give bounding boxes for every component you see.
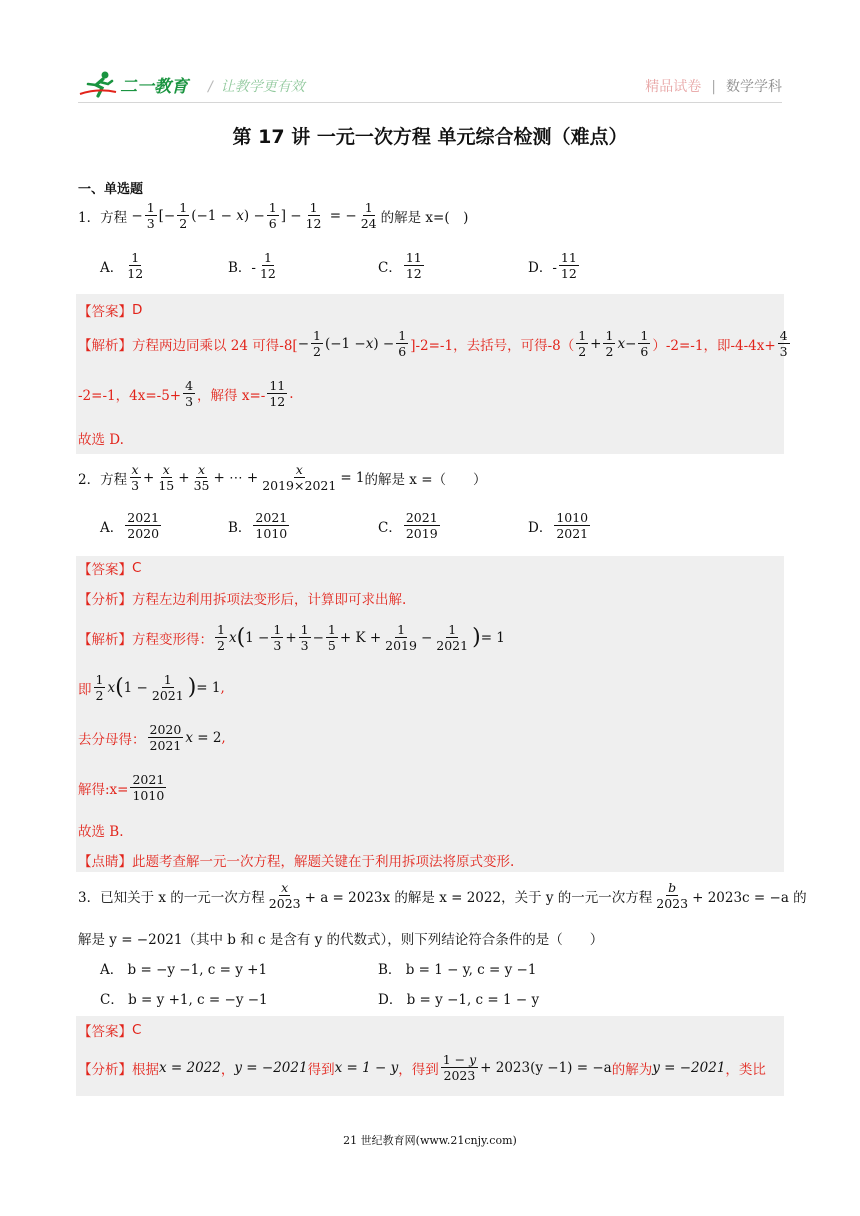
step-label: 解得:x= bbox=[78, 781, 129, 798]
q2-option-a[interactable] bbox=[100, 510, 163, 541]
q1-option-d[interactable] bbox=[528, 250, 581, 281]
q1-conclusion: 故选 D. bbox=[78, 432, 124, 448]
fenxi-text: ， bbox=[220, 1061, 235, 1078]
q1-analysis-cont: -2=-1，4x=-5+ $\frac{4}{3}$ ，解得 x=- $\frac{11}{12}$ . bbox=[78, 378, 294, 409]
option-denominator: 2021 bbox=[556, 526, 589, 541]
equation-fraction: $\frac{1}{3}$ bbox=[146, 200, 155, 231]
fenxi-math: y = −2021 bbox=[234, 1059, 308, 1076]
question-3: 3．已知关于 x 的一元一次方程 $\frac{x}{2023}$ + a = 2023x 的解是 x = 2022，关于 y 的一元一次方程 $\frac{b}{2023}$ + 2023c = −a 的 bbox=[78, 880, 807, 911]
fenxi-text: 的解为 bbox=[611, 1061, 653, 1078]
q1-option-b[interactable] bbox=[228, 250, 280, 281]
option-numerator: 11 bbox=[560, 250, 577, 265]
q2-option-c[interactable] bbox=[378, 510, 442, 541]
answer-value: D bbox=[132, 302, 143, 318]
option-numerator: 1010 bbox=[556, 510, 589, 525]
analysis-label: 【解析】 bbox=[78, 337, 132, 354]
q3-text-line-2: 解是 y = −2021（其中 b 和 c 是含有 y 的代数式），则下列结论符合条件的是（ ） bbox=[78, 932, 604, 948]
running-man-icon bbox=[78, 70, 118, 98]
option-denominator: 12 bbox=[560, 266, 577, 281]
q2-analysis: 【解析】 方程变形得： $\frac{1}{2}$ x ( 1 − $\frac{1}{3}$ + $\frac{1}{3}$ − $\frac{1}{5}$ + K + $\frac{1}{2019}$ − $\frac{1}{2021}$ ) = 1 bbox=[78, 622, 505, 653]
option-denominator: 12 bbox=[127, 266, 144, 281]
header-divider bbox=[78, 102, 782, 103]
tag-subject: 数学学科 bbox=[726, 79, 782, 95]
q2-step-3: 去分母得： $\frac{2020}{2021}$ x = 2 , bbox=[78, 722, 226, 753]
analysis-text: . bbox=[289, 385, 294, 402]
question-2: 2．方程 $\frac{x}{3}$ + $\frac{x}{15}$ + $\frac{x}{35}$ + ⋯ + $\frac{x}{2019\times 2021}$ = 1 的解是 x =（ ） bbox=[78, 462, 487, 493]
fenxi-math: x = 1 − y bbox=[334, 1059, 399, 1076]
q2-tail: 的解是 x =（ ） bbox=[364, 471, 487, 488]
q1-answer-box bbox=[76, 294, 784, 454]
q2-answer bbox=[78, 558, 141, 578]
option-numerator: 1 bbox=[131, 250, 140, 265]
analysis-text: 方程变形得： bbox=[132, 631, 213, 648]
q1-option-c[interactable] bbox=[378, 250, 426, 281]
q1-option-a[interactable] bbox=[100, 250, 147, 281]
answer-value: C bbox=[132, 560, 142, 576]
step-label: 去分母得： bbox=[78, 731, 146, 748]
option-label: D．- bbox=[528, 259, 557, 276]
q2-step-4: 解得:x= $\frac{2021}{1010}$ bbox=[78, 772, 165, 803]
q1-tail: 的解是 x=( ) bbox=[380, 209, 469, 226]
analysis-text: 方程两边同乘以 24 可得-8[ bbox=[132, 337, 298, 354]
q3-option-c[interactable]: C． b = y +1, c = −y −1 bbox=[100, 992, 268, 1008]
q3-fenxi: 【分析】 根据 x = 2022 ， y = −2021 得到 x = 1 − y ，得到 $\frac{1 - y}{2023}$ + 2023(y −1) = −a 的解为 y = −2021 ，类比 bbox=[78, 1052, 766, 1083]
option-numerator: 11 bbox=[405, 250, 422, 265]
analysis-text: ]-2=-1，去括号，可得-8（ bbox=[410, 337, 575, 354]
q2-step-2: 即 $\frac{1}{2}$ x ( 1 − $\frac{1}{2021}$ ) = 1 , bbox=[78, 672, 225, 703]
analysis-label: 【解析】 bbox=[78, 631, 132, 648]
q1-answer bbox=[78, 300, 142, 320]
fenxi-math: y = −2021 bbox=[652, 1059, 726, 1076]
q2-option-d[interactable] bbox=[528, 510, 592, 541]
option-label: A． bbox=[100, 259, 124, 276]
fenxi-text: 根据 bbox=[132, 1061, 159, 1078]
option-label: C． bbox=[378, 259, 402, 276]
answer-label: 【答案】 bbox=[78, 1024, 132, 1040]
option-denominator: 2019 bbox=[405, 526, 438, 541]
slogan: / 让教学更有效 bbox=[208, 79, 305, 95]
subject-tag: 精品试卷 | 数学学科 bbox=[645, 79, 782, 95]
option-numerator: 1 bbox=[263, 250, 272, 265]
option-numerator: 2021 bbox=[255, 510, 288, 525]
page-header bbox=[78, 70, 782, 102]
option-denominator: 12 bbox=[405, 266, 422, 281]
logo bbox=[78, 70, 188, 98]
fenxi-text: 方程左边利用拆项法变形后，计算即可求出解. bbox=[132, 592, 407, 608]
q2-option-b[interactable] bbox=[228, 510, 291, 541]
option-denominator: 12 bbox=[259, 266, 276, 281]
fenxi-text: ，得到 bbox=[398, 1061, 439, 1078]
answer-value: C bbox=[132, 1022, 142, 1038]
q3-text: + 2023c = −a 的 bbox=[692, 889, 807, 906]
q2-dianjing bbox=[78, 850, 514, 870]
option-numerator: 2021 bbox=[405, 510, 438, 525]
question-1: 1．方程 − $\frac{1}{3}$ [− $\frac{1}{2}$ (−1 − x) − $\frac{1}{6}$ ] − $\frac{1}{12}$ = − $\frac{1}{24}$ 的解是 x=( ) bbox=[78, 200, 469, 231]
q1-analysis: 【解析】 方程两边同乘以 24 可得-8[ − $\frac{1}{2}$ (−1 − x ) − $\frac{1}{6}$ ]-2=-1，去括号，可得-8（ $\frac{1}{2}$ + $\frac{1}{2}$ x − $\frac{1}{6}$ ）-2=-1，即-4-4x+ $\frac{4}{3}$ bbox=[78, 328, 788, 359]
option-numerator: 2021 bbox=[127, 510, 160, 525]
page-title: 第 17 讲 一元一次方程 单元综合检测（难点） bbox=[232, 126, 628, 148]
q1-number: 1．方程 bbox=[78, 209, 128, 226]
dianjing-text: 此题考查解一元一次方程，解题关键在于利用拆项法将原式变形. bbox=[132, 854, 515, 870]
dianjing-label: 【点睛】 bbox=[78, 854, 132, 870]
q3-text: + a = 2023x 的解是 x = 2022，关于 y 的一元一次方程 bbox=[304, 889, 653, 906]
page-footer: 21 世纪教育网(www.21cnjy.com) bbox=[343, 1134, 517, 1147]
fenxi-label: 【分析】 bbox=[78, 1061, 132, 1078]
fenxi-math: x = 2022 bbox=[159, 1059, 221, 1076]
q3-answer bbox=[78, 1020, 141, 1040]
fenxi-text: ，类比 bbox=[725, 1061, 766, 1078]
step-label: 即 bbox=[78, 681, 92, 698]
q3-option-d[interactable]: D． b = y −1, c = 1 − y bbox=[378, 992, 540, 1008]
slogan-text: 让教学更有效 bbox=[220, 79, 305, 95]
q3-text: 3．已知关于 x 的一元一次方程 bbox=[78, 889, 265, 906]
fenxi-label: 【分析】 bbox=[78, 592, 132, 608]
option-denominator: 2020 bbox=[127, 526, 160, 541]
option-label: B．- bbox=[228, 259, 256, 276]
q2-conclusion: 故选 B. bbox=[78, 824, 124, 840]
option-label: C． bbox=[378, 519, 402, 536]
analysis-text: ，解得 x=- bbox=[197, 387, 266, 404]
section-heading: 一、单选题 bbox=[78, 182, 144, 197]
logo-text: 二一教育 bbox=[120, 76, 188, 97]
tag-premium: 精品试卷 bbox=[645, 79, 702, 95]
option-denominator: 1010 bbox=[255, 526, 288, 541]
q2-fenxi bbox=[78, 588, 406, 608]
option-label: B． bbox=[228, 519, 252, 536]
fenxi-math: + 2023(y −1) = −a bbox=[480, 1059, 612, 1076]
q3-option-a[interactable]: A． b = −y −1, c = y +1 bbox=[100, 962, 268, 978]
q3-option-b[interactable]: B． b = 1 − y, c = y −1 bbox=[378, 962, 537, 978]
answer-label: 【答案】 bbox=[78, 304, 132, 320]
option-label: A． bbox=[100, 519, 124, 536]
option-label: D． bbox=[528, 519, 553, 536]
fenxi-text: 得到 bbox=[307, 1061, 335, 1078]
q2-number: 2．方程 bbox=[78, 471, 128, 488]
analysis-text: -2=-1，4x=-5+ bbox=[78, 387, 182, 404]
analysis-text: ）-2=-1，即-4-4x+ bbox=[652, 337, 776, 354]
answer-label: 【答案】 bbox=[78, 562, 132, 578]
